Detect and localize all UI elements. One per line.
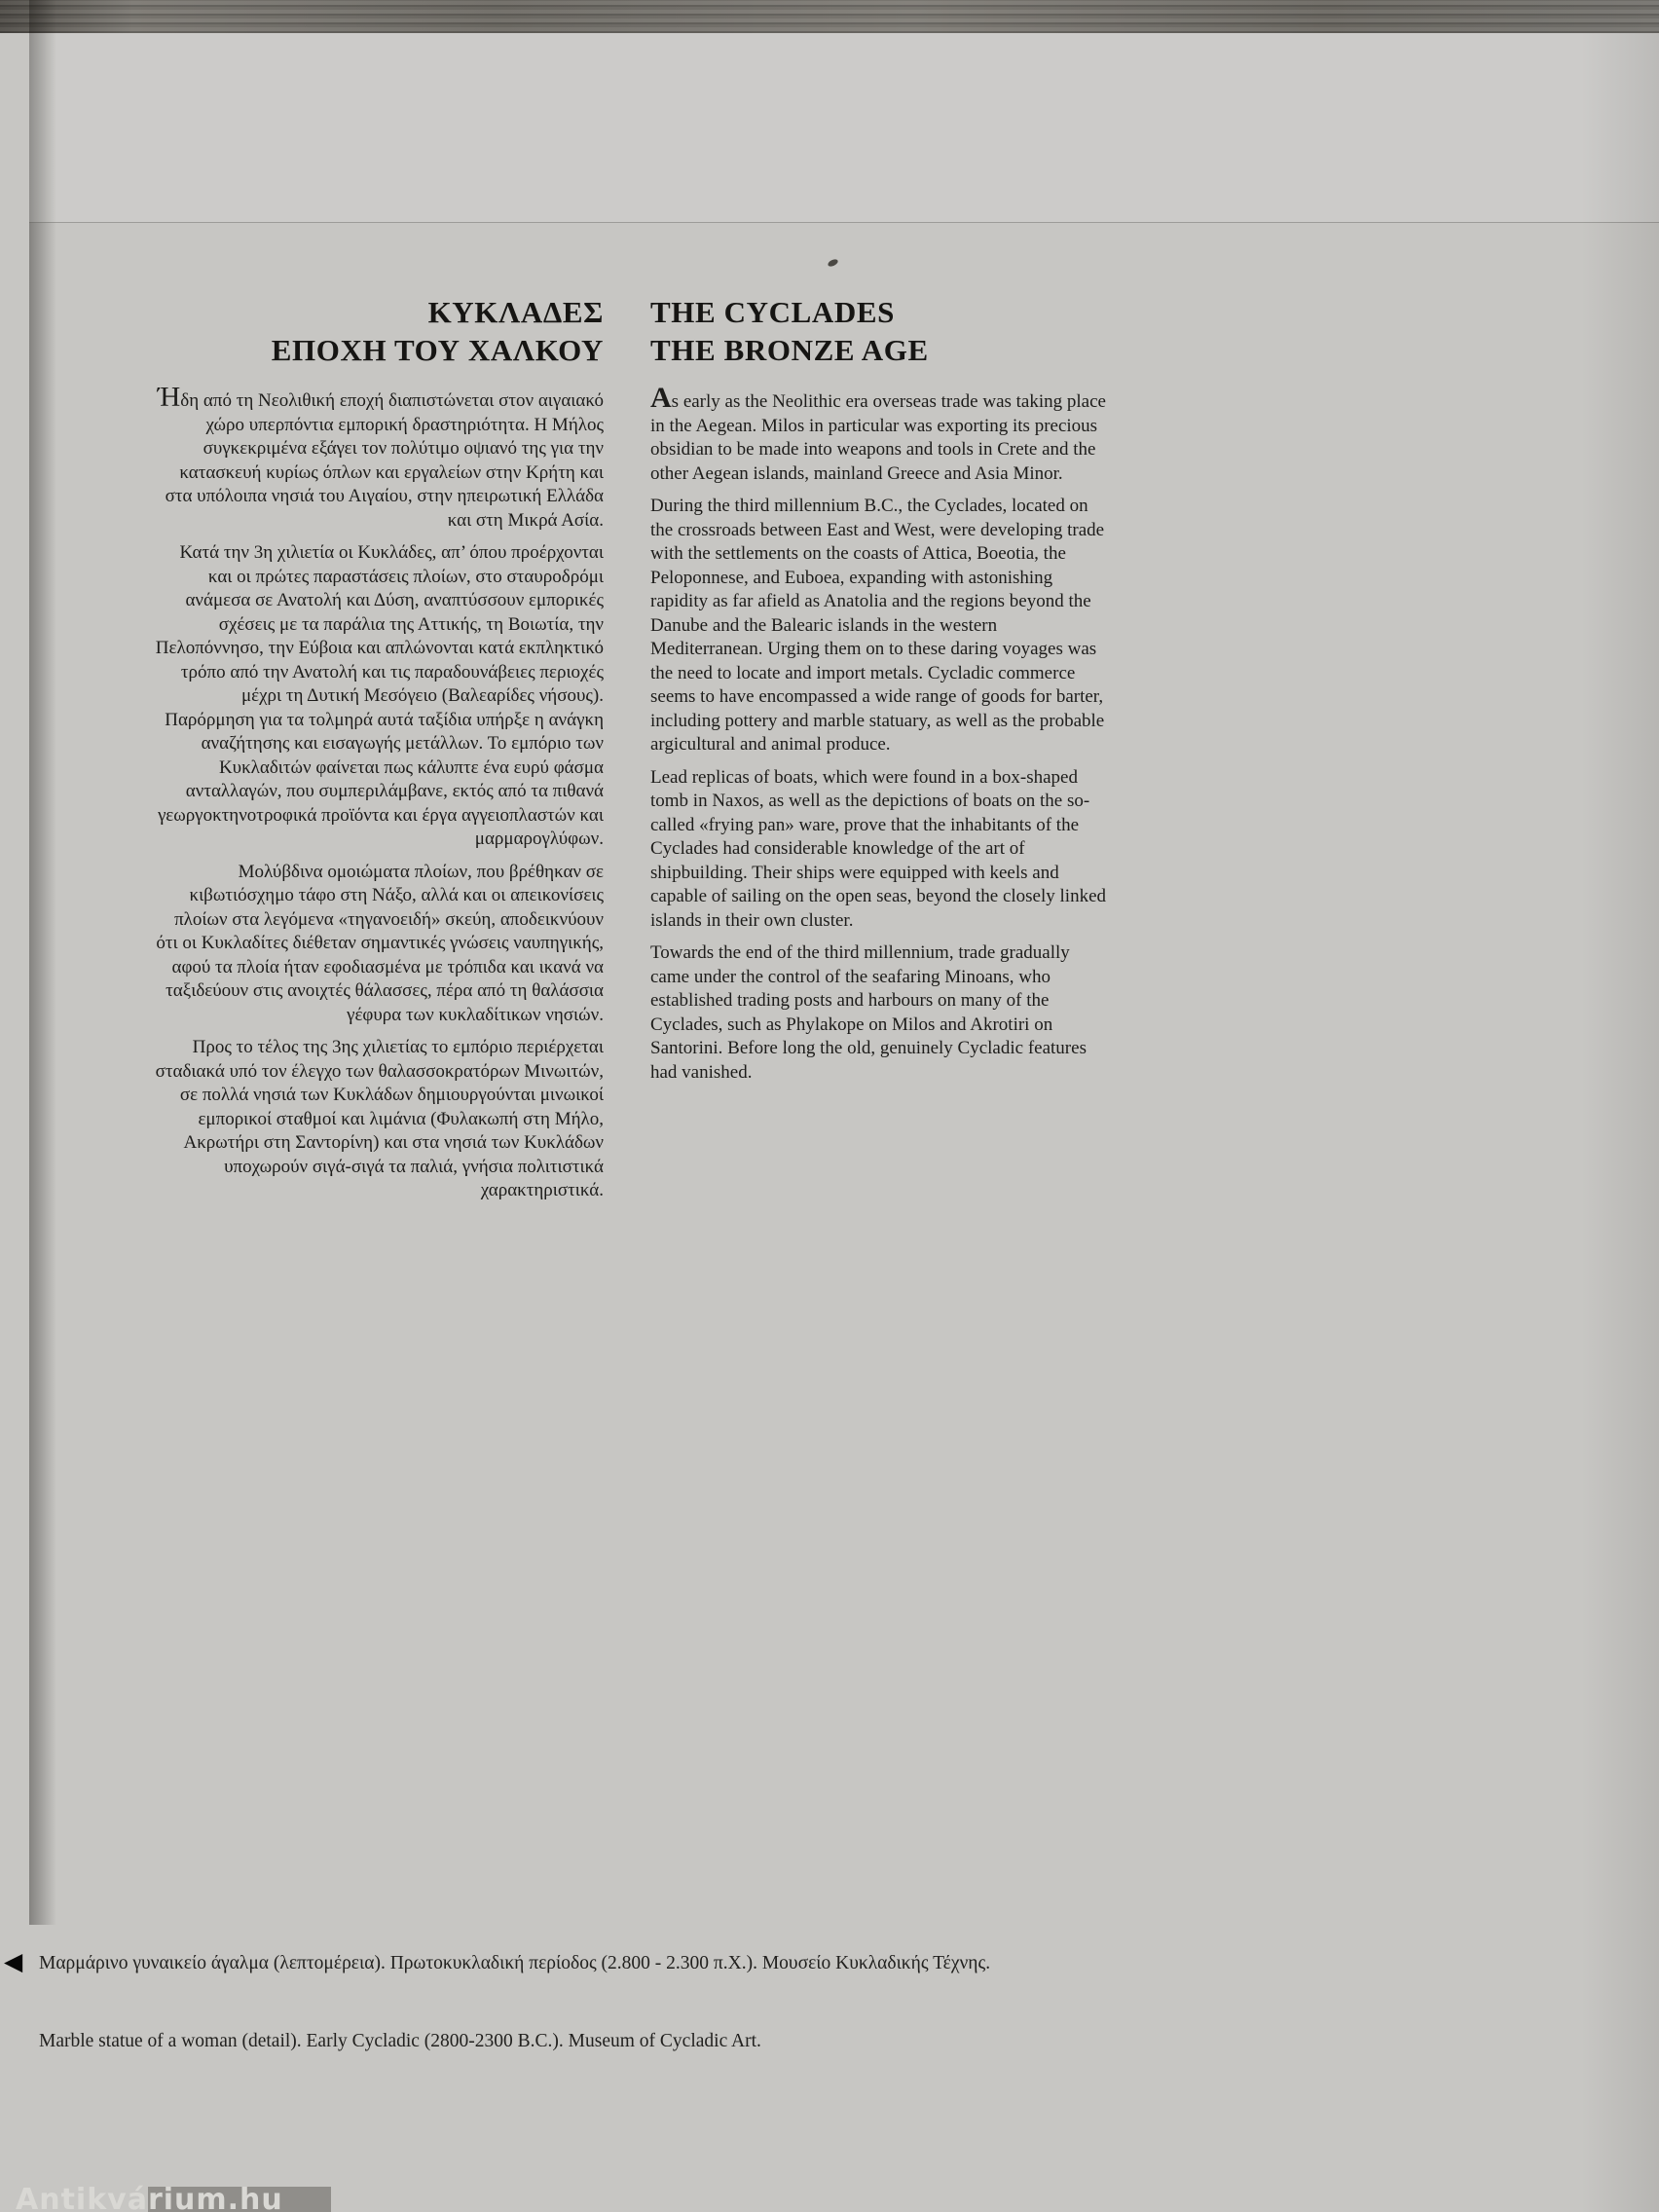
greek-title-line1: ΚΥΚΛΑΔΕΣ: [427, 295, 604, 329]
photo-caption-english: Marble statue of a woman (detail). Early Cycladic (2800-2300 B.C.). Museum of Cycladic Art.: [39, 2031, 761, 2051]
page-crease-region: [29, 33, 1659, 223]
scanner-background-top: [0, 0, 1659, 33]
right-edge-vignette: [1581, 33, 1659, 2212]
greek-text-column: [154, 384, 604, 1212]
page-gutter-band: [0, 0, 29, 2212]
english-title-line2: THE BRONZE AGE: [650, 333, 929, 367]
greek-title-line2: ΕΠΟΧΗ ΤΟΥ ΧΑΛΚΟΥ: [271, 333, 604, 367]
photo-caption-greek: Μαρμάρινο γυναικείο άγαλμα (λεπτομέρεια). Πρωτοκυκλαδική περίοδος (2.800 - 2.300 π.Χ.). Μουσείο Κυκλαδικής Τέχνης.: [39, 1953, 991, 1973]
antikvarium-watermark: Antikvárium.hu: [16, 2183, 283, 2212]
english-paragraph-3: Lead replicas of boats, which were found in a box-shaped tomb in Naxos, as well as the depictions of boats on the so-called «frying pan» ware, prove that the inhabitants of the Cyclades had considerable knowledge of the art of shipbuilding. Their ships were equipped with keels and capable of sailing on the open seas, beyond the closely linked islands in their own cluster.: [650, 766, 1107, 931]
english-paragraph-2: During the third millennium B.C., the Cyclades, located on the crossroads between East and West, were developing trade with the settlements on the coasts of Attica, Boeotia, the Peloponnese, and Euboea, expanding with astonishing rapidity as far afield as Anatolia and the regions beyond the Danube and the Balearic islands in the western Mediterranean. Urging them on to these daring voyages was the need to locate and import metals. Cycladic commerce seems to have encompassed a wide range of goods for barter, including pottery and marble statuary, as well as the probable argicultural and animal produce.: [650, 496, 1105, 755]
greek-paragraph-4: Προς το τέλος της 3ης χιλιετίας το εμπόριο περιέρχεται σταδιακά υπό τον έλεγχο των θαλασσοκρατόρων Μινωιτών, σε πολλά νησιά των Κυκλάδων δημιουργούνται μινωικοί εμπορικοί σταθμοί και λιμάνια (Φυλακωπή στη Μήλο, Ακρωτήρι στη Σαντορίνη) και στα νησιά των Κυκλάδων υποχωρούν σιγά-σιγά τα παλιά, γνήσια πολιτιστικά χαρακτηριστικά.: [155, 1037, 604, 1200]
english-text-column: [650, 384, 1108, 1093]
greek-title: [156, 293, 604, 369]
scan-speck: [827, 258, 839, 268]
left-triangle-marker-icon: ◀: [4, 1947, 23, 1975]
greek-paragraph-1: Ήδη από τη Νεολιθική εποχή διαπιστώνεται στον αιγαιακό χώρο υπερπόντια εμπορική δραστηριότητα. Η Μήλος συγκεκριμένα εξάγει τον πολύτιμο οψιανό της για την κατασκευή κυρίως όπλων και εργαλείων στην Κρήτη και στα υπόλοιπα νησιά του Αιγαίου, στην ηπειρωτική Ελλάδα και στη Μικρά Ασία.: [157, 382, 604, 531]
greek-paragraph-3: Μολύβδινα ομοιώματα πλοίων, που βρέθηκαν σε κιβωτιόσχημο τάφο στη Νάξο, αλλά και οι απεικονίσεις πλοίων στα λεγόμενα «τηγανοειδή» σκεύη, αποδεικνύουν ότι οι Κυκλαδίτες διέθεταν σημαντικές γνώσεις ναυπηγικής, αφού τα πλοία ήταν εφοδιασμένα με τρόπιδα και ικανά να ταξιδεύουν στις ανοιχτές θάλασσες, πέρα από τη θαλάσσια γέφυρα των κυκλαδίτικων νησιών.: [156, 861, 604, 1025]
english-title-line1: THE CYCLADES: [650, 295, 895, 329]
english-title: [650, 293, 1118, 369]
english-paragraph-1: As early as the Neolithic era overseas trade was taking place in the Aegean. Milos in particular was exporting its precious obsidian to be made into weapons and tools in Crete and the other Aegean islands, mainland Greece and Asia Minor.: [650, 382, 1106, 484]
greek-paragraph-2: Κατά την 3η χιλιετία οι Κυκλάδες, απ’ όπου προέρχονται και οι πρώτες παραστάσεις πλοίων, στο σταυροδρόμι ανάμεσα σε Ανατολή και Δύση, αναπτύσσουν εμπορικές σχέσεις με τα παράλια της Αττικής, τη Βοιωτία, την Πελοπόννησο, την Εύβοια και απλώνονται κατά εκπληκτικό τρόπο από την Ανατολή και τις παραδουνάβειες περιοχές μέχρι τη Δυτική Μεσόγειο (Βαλεαρίδες νήσους). Παρόρμηση για τα τολμηρά αυτά ταξίδια υπήρξε η ανάγκη αναζήτησης και εισαγωγής μετάλλων. Το εμπόριο των Κυκλαδιτών φαίνεται πως κάλυπτε ένα ευρύ φάσμα ανταλλαγών, που συμπεριλάμβανε, εκτός από τα πιθανά γεωργοκτηνοτροφικά προϊόντα και έργα αγγειοπλαστών και μαρμαρογλύφων.: [155, 542, 604, 849]
english-paragraph-4: Towards the end of the third millennium, trade gradually came under the control of the seafaring Minoans, who established trading posts and harbours on many of the Cyclades, such as Phylakope on Milos and Akrotiri on Santorini. Before long the old, genuinely Cycladic features had vanished.: [650, 942, 1087, 1083]
gutter-shadow: [29, 0, 56, 1925]
